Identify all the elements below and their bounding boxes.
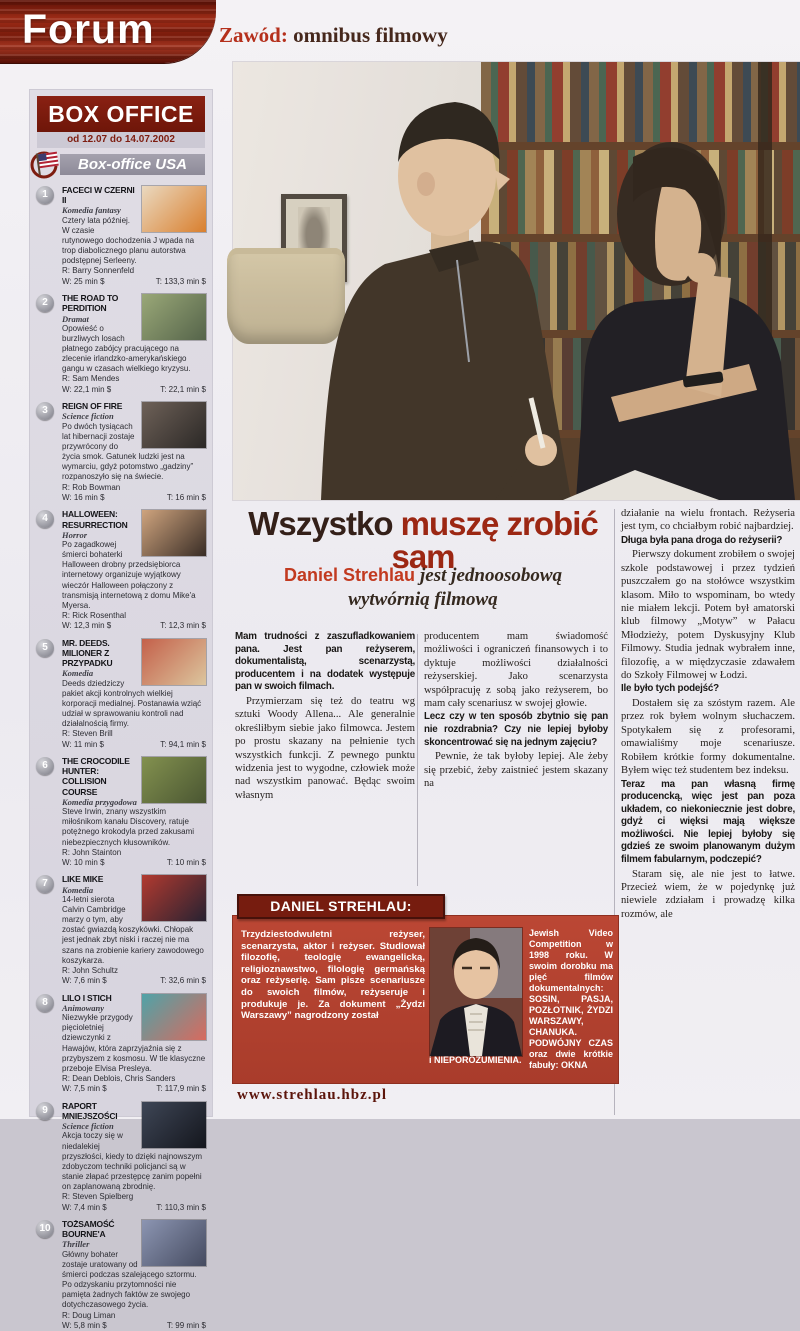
interview-question: Lecz czy w ten sposób zbytnio się pan nie rozdrabnia? Czy nie lepiej byłoby skoncentrować się na jednym zajęciu? bbox=[424, 711, 608, 748]
movie-grosses bbox=[62, 621, 206, 631]
rank-badge: 6 bbox=[36, 757, 54, 775]
main-photo bbox=[233, 62, 800, 500]
total-gross: T: 99 min $ bbox=[166, 1320, 206, 1330]
movie-genre: Komedia bbox=[62, 668, 94, 679]
rank-badge: 7 bbox=[36, 875, 54, 893]
weekend-gross: W: 11 min $ bbox=[62, 739, 104, 749]
movie-title: LILO I STICH bbox=[62, 992, 112, 1003]
interview-answer: Przymierzam się też do teatru wg sztuki Woody Allena... Ale generalnie określiłbym siebie jako filmowca. Jestem po prostu skazany na pełnienie tych wszystkich funkcji. Z pewnego punktu widzenia jest to wygodne, człowiek może nad wszystkim panować. Będąc swoim własnym bbox=[235, 695, 415, 801]
magazine-logo: Forum bbox=[22, 6, 155, 52]
interview-answer: Dostałem się za szóstym razem. Ale przez rok byłem wolnym słuchaczem. Spotykałem się z profesorami, omawialiśmy moje scenariusze. Robiłem krótkie formy dokumentalne. Byłem więc też studentem bez indeksu. bbox=[621, 698, 795, 777]
weekend-gross: W: 10 min $ bbox=[62, 858, 105, 868]
movie-genre: Horror bbox=[62, 529, 88, 540]
total-gross: T: 10 min $ bbox=[166, 858, 206, 868]
movie-director: R: Sam Mendes bbox=[62, 374, 120, 384]
interviewee-name: Daniel Strehlau bbox=[283, 565, 421, 585]
box-office-subtitle-row bbox=[30, 151, 212, 177]
interview-question: Ile było tych podejść? bbox=[621, 683, 719, 695]
rank-badge: 1 bbox=[36, 186, 54, 204]
movie-director: R: John Stainton bbox=[62, 847, 122, 857]
movie-director: R: Rick Rosenthal bbox=[62, 611, 127, 620]
movie-genre: Komedia bbox=[62, 884, 94, 895]
movie-title: REIGN OF FIRE bbox=[62, 401, 123, 412]
total-gross: T: 16 min $ bbox=[166, 492, 206, 502]
bio-text-right: Jewish Video Competition w 1998 roku. W swoim dorobku ma pięć filmów dokumentalnych: SOSIN, PASJA, POZŁOTNIK, ŻYDZI WARSZAWY, CHANUKA. PODWÓJNY CZAS oraz dwie krótkie fabuły: OKNA bbox=[529, 928, 613, 1070]
movie-description: Akcja toczy się w niedalekiej przyszłości, kiedy to dzięki najnowszym zdobyczom techniki policjanci są w stanie złapać przestępcę zanim popełni on zaplanowaną zbrodnię. bbox=[62, 1131, 203, 1192]
total-gross: T: 110,3 min $ bbox=[156, 1202, 206, 1212]
bio-text-bottom: i NIEPOROZUMIENIA. bbox=[429, 1055, 522, 1065]
movie-grosses bbox=[62, 1084, 206, 1094]
weekend-gross: W: 7,6 min $ bbox=[62, 976, 107, 986]
interview-answer: Staram się, ale nie jest to łatwe. Przecież wiem, że w pojedynkę już niewiele zdziałam i prowadzę kilka rozmów, ale bbox=[621, 868, 795, 920]
movie-description: Deeds dziedziczy pakiet akcji kontrolnych wielkiej korporacji medialnej. Postanawia wziąć udział w sprawowaniu kontroli nad działalnością firmy. bbox=[62, 678, 202, 729]
movie-director: R: Barry Sonnenfeld bbox=[62, 266, 135, 276]
article-column-1 bbox=[235, 630, 415, 890]
movie-description: 14-letni sierota Calvin Cambridge marzy o tym, aby zostać gwiazdą koszykówki. Chłopak jest jednak zbyt niski i raczej nie ma szans na zrobienie kariery zawodowego koszykarza. bbox=[62, 894, 204, 965]
box-office-list bbox=[30, 177, 212, 1331]
movie-grosses bbox=[62, 1203, 206, 1213]
byline-rest: jest jednoosobową bbox=[420, 565, 563, 586]
interview-answer: producentem mam świadomość możliwości i ograniczeń finansowych i to dyktuje możliwości działalności reżyserskiej. Jako scenarzysta współpracuję z sobą jako reżyserem, bo mam cały scenariusz w swojej głowie. bbox=[424, 631, 608, 710]
weekend-gross: W: 25 min $ bbox=[62, 276, 105, 286]
movie-title: THE CROCODILE HUNTER: COLLISION COURSE bbox=[62, 756, 130, 797]
rank-badge: 10 bbox=[36, 1220, 54, 1238]
article-byline bbox=[231, 564, 615, 612]
byline-line1 bbox=[231, 564, 615, 588]
article-title-dark: Wszystko bbox=[248, 505, 401, 542]
left-man-ear bbox=[417, 172, 435, 196]
interview-question: Długa była pana droga do reżyserii? bbox=[621, 534, 783, 546]
movie-thumbnail bbox=[142, 1220, 206, 1266]
movie-director: R: Steven Spielberg bbox=[62, 1192, 134, 1202]
total-gross: T: 12,3 min $ bbox=[160, 621, 206, 631]
bio-portrait-photo bbox=[430, 928, 522, 1056]
weekend-gross: W: 22,1 min $ bbox=[62, 384, 112, 394]
movie-grosses bbox=[62, 976, 206, 986]
movie-thumbnail bbox=[142, 1102, 206, 1148]
movie-genre: Komedia przygodowa bbox=[62, 796, 137, 807]
total-gross: T: 133,3 min $ bbox=[155, 276, 206, 286]
movie-description: Po dwóch tysiącach lat hibernacji zostaje przywrócony do życia smok. Gatunek ludzki jest na wymarciu, gdyż potomstwo „gadziny” rozpanoszyło się na świecie. bbox=[62, 421, 194, 482]
movie-description: Po zagadkowej śmierci bohaterki Halloween drobny przedsiębiorca internetowy organizuje wyjątkowy wieczór Halloween połączony z transmisją internetową z domu Mike'a Myersa. bbox=[62, 539, 196, 610]
movie-genre: Science fiction bbox=[62, 411, 114, 422]
total-gross: T: 32,6 min $ bbox=[160, 976, 206, 986]
article-column-2 bbox=[424, 630, 608, 892]
rank-badge: 4 bbox=[36, 510, 54, 528]
movie-title: TOŻSAMOŚĆ BOURNE'A bbox=[62, 1219, 115, 1240]
movie-thumbnail bbox=[142, 294, 206, 340]
box-office-entry bbox=[36, 874, 206, 986]
interview-answer: działanie na wielu frontach. Reżyseria jest tym, co chciałbym robić najbardziej. bbox=[621, 508, 795, 533]
box-office-entry bbox=[36, 1101, 206, 1213]
article-title-red: muszę zrobić sam bbox=[391, 505, 598, 575]
box-office-entry bbox=[36, 756, 206, 868]
movie-thumbnail bbox=[142, 186, 206, 232]
movie-director: R: Dean Deblois, Chris Sanders bbox=[62, 1074, 176, 1083]
movie-thumbnail bbox=[142, 994, 206, 1040]
movie-description: Główny bohater zostaje uratowany od śmierci podczas szalejącego sztormu. Po odzyskaniu przytomności nie pamięta żadnych faktów ze swojego dotychczasowego życia. bbox=[62, 1249, 197, 1310]
movie-genre: Science fiction bbox=[62, 1121, 114, 1132]
movie-title: LIKE MIKE bbox=[62, 874, 104, 885]
box-office-entry bbox=[36, 1219, 206, 1331]
movie-grosses bbox=[62, 1321, 206, 1331]
interview-question: Teraz ma pan własną firmę producencką, więc jest pan poza układem, co niekoniecznie jest dobre, gdyż ci więksi mają większe możliwości. Nie lepiej byłoby się gdzieś ze swoim planowanym dużym filmem fabularnym, podczepić? bbox=[621, 778, 795, 866]
column-divider bbox=[417, 634, 418, 886]
box-office-entry bbox=[36, 185, 206, 287]
movie-description: Niezwykłe przygody pięcioletniej dziewczynki z Hawajów, która zaprzyjaźnia się z przybyszem z kosmosu. W tle klasyczne przeboje Elvisa Presleya. bbox=[62, 1013, 206, 1073]
box-office-entry bbox=[36, 401, 206, 503]
movie-director: R: Doug Liman bbox=[62, 1310, 116, 1320]
movie-grosses bbox=[62, 277, 206, 287]
movie-director: R: John Schultz bbox=[62, 965, 119, 975]
right-man-hand bbox=[686, 253, 716, 283]
movie-title: MR. DEEDS. MILIONER Z PRZYPADKU bbox=[62, 637, 113, 669]
byline-line2: wytwórnią filmową bbox=[348, 588, 498, 610]
movie-title: THE ROAD TO PERDITION bbox=[62, 293, 119, 314]
bio-box bbox=[233, 916, 618, 1083]
box-office-entry bbox=[36, 509, 206, 631]
movie-grosses bbox=[62, 858, 206, 868]
total-gross: T: 117,9 min $ bbox=[156, 1084, 206, 1094]
box-office-entry bbox=[36, 293, 206, 395]
article-column-3 bbox=[621, 507, 795, 1117]
interview-answer: Pierwszy dokument zrobiłem o swojej szkole podstawowej i przez tydzień puszczałem go na stołówce wszystkim klasom. Miło to wspominam, bo wtedy nie miałem lekcji. Potem był amatorski klub filmowy „Motyw” w Pałacu Młodzieży, potem Dyskusyjny Klub Filmowy. Studia jednak wybrałem inne, filozofię, a w międzyczasie zdawałem do Szkoły Filmowej w Łodzi. bbox=[621, 549, 795, 682]
box-office-title: BOX OFFICE bbox=[37, 96, 205, 132]
movie-director: R: Rob Bowman bbox=[62, 482, 121, 492]
movie-thumbnail bbox=[142, 875, 206, 921]
movie-genre: Thriller bbox=[62, 1239, 90, 1250]
movie-grosses bbox=[62, 493, 206, 503]
movie-description: Opowieść o burzliwych losach płatnego zabójcy pracującego na zlecenie irlandzko-amerykańskiego gangu w czasach wielkiego kryzysu. bbox=[62, 323, 191, 374]
photo-figures bbox=[233, 62, 800, 500]
movie-title: FACECI W CZERNI II bbox=[62, 185, 135, 206]
weekend-gross: W: 7,4 min $ bbox=[62, 1202, 107, 1212]
movie-grosses bbox=[62, 740, 206, 750]
rank-badge: 3 bbox=[36, 402, 54, 420]
us-flag-icon bbox=[30, 149, 62, 179]
right-man-figure bbox=[576, 142, 795, 500]
total-gross: T: 94,1 min $ bbox=[160, 739, 206, 749]
rank-badge: 2 bbox=[36, 294, 54, 312]
interview-question: Mam trudności z zaszufladkowaniem pana. Jest pan reżyserem, dokumentalistą, scenarzystą, producentem i na dodatek występuje pan w swoich filmach. bbox=[235, 631, 415, 693]
website-url: www.strehlau.hbz.pl bbox=[237, 1087, 388, 1103]
movie-thumbnail bbox=[142, 510, 206, 556]
movie-description: Steve Irwin, znany wszystkim miłośnikom kanału Discovery, ratuje potężnego krokodyla przed zakusami niebezpiecznych kłusowników. bbox=[62, 807, 195, 847]
movie-title: HALLOWEEN: RESURRECTION bbox=[62, 509, 128, 530]
movie-director: R: Steven Brill bbox=[62, 729, 113, 739]
rank-badge: 5 bbox=[36, 639, 54, 657]
box-office-entry bbox=[36, 993, 206, 1095]
movie-thumbnail bbox=[142, 757, 206, 803]
box-office-entry bbox=[36, 638, 206, 750]
box-office-sidebar bbox=[30, 90, 212, 1330]
movie-thumbnail bbox=[142, 402, 206, 448]
weekend-gross: W: 16 min $ bbox=[62, 492, 105, 502]
movie-grosses bbox=[62, 385, 206, 395]
movie-genre: Dramat bbox=[62, 313, 89, 324]
rank-badge: 8 bbox=[36, 994, 54, 1012]
total-gross: T: 22,1 min $ bbox=[160, 384, 206, 394]
kicker-text: omnibus filmowy bbox=[287, 23, 448, 47]
box-office-subtitle: Box-office USA bbox=[60, 154, 205, 175]
kicker-label: Zawód: bbox=[219, 23, 288, 47]
movie-thumbnail bbox=[142, 639, 206, 685]
weekend-gross: W: 12,3 min $ bbox=[62, 621, 112, 631]
interview-answer: Pewnie, że tak byłoby lepiej. Ale żeby się przebić, żeby zaistnieć jestem skazany na bbox=[424, 751, 608, 790]
masthead-banner bbox=[0, 0, 216, 63]
bio-text-left: Trzydziestodwuletni reżyser, scenarzysta, aktor i reżyser. Studiował filozofię, teologię ewangelicką, religioznawstwo, filologię germańską oraz reżyserię. Sam pisze scenariusze do swoich filmów, reżyseruje i produkuje je. Za dokument „Żydzi Warszawy” nagrodzony został bbox=[241, 929, 425, 1022]
movie-genre: Komedia fantasy bbox=[62, 205, 121, 216]
weekend-gross: W: 5,8 min $ bbox=[62, 1320, 107, 1330]
movie-genre: Animowany bbox=[62, 1002, 105, 1013]
box-office-date-range: od 12.07 do 14.07.2002 bbox=[37, 132, 205, 148]
movie-title: RAPORT MNIEJSZOŚCI bbox=[62, 1100, 118, 1121]
weekend-gross: W: 7,5 min $ bbox=[62, 1084, 107, 1094]
movie-description: Cztery lata później. W czasie rutynowego dochodzenia J wpada na trop diabolicznego planu autorstwa podstępnej Serleeny. bbox=[62, 215, 195, 266]
article-kicker bbox=[219, 23, 448, 48]
bio-heading: DANIEL STREHLAU: bbox=[237, 894, 445, 919]
rank-badge: 9 bbox=[36, 1102, 54, 1120]
